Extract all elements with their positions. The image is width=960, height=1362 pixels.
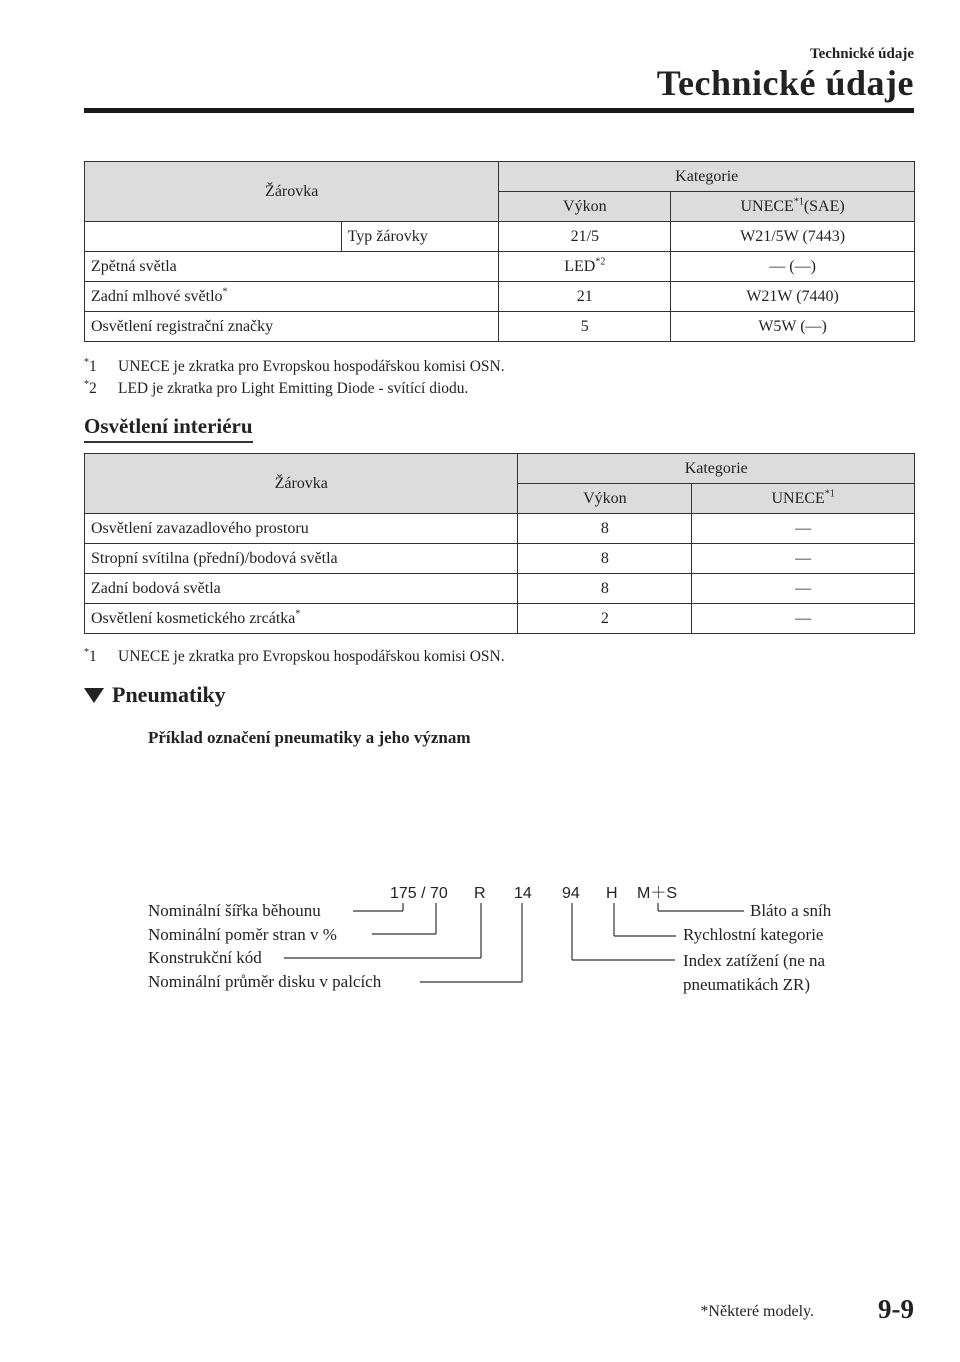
col-power-header: Výkon	[499, 192, 671, 222]
col-category-header: Kategorie	[499, 162, 915, 192]
table-row: Osvětlení kosmetického zrcátka* 2 —	[85, 604, 915, 634]
label-load-line1: Index zatížení (ne na	[683, 951, 826, 970]
col-unece-header: UNECE$^{*1}$(SAE)	[671, 192, 915, 222]
footer-note: *Některé modely.	[700, 1303, 814, 1320]
table-row: Stropní svítilna (přední)/bodová světla 8 —	[85, 544, 915, 574]
table-row: Typ žárovky 21/5 W21/5W (7443)	[85, 222, 915, 252]
table-row: Osvětlení registrační značky 5 W5W (—)	[85, 312, 915, 342]
col-bulb-header: Žárovka	[85, 162, 499, 222]
col-bulb-header: Žárovka	[85, 454, 518, 514]
label-construction: Konstrukční kód	[148, 948, 262, 967]
interior-bulb-table	[84, 453, 915, 634]
table-row: Zpětná světla LED$^{*2}$ — (—)	[85, 252, 915, 282]
col-unece-header: UNECE$^{*1}$	[692, 484, 915, 514]
tires-subtitle: Příklad označení pneumatiky a jeho význam	[148, 728, 471, 747]
page-number: 9-9	[878, 1294, 914, 1324]
table-row: Zadní bodová světla 8 —	[85, 574, 915, 604]
table-row: Zadní mlhové světlo* 21 W21W (7440)	[85, 282, 915, 312]
tire-code-load: 94	[562, 885, 580, 902]
label-diameter: Nominální průměr disku v palcích	[148, 972, 382, 991]
tire-code-speed: H	[606, 885, 618, 902]
label-speed: Rychlostní kategorie	[683, 925, 824, 944]
triangle-bullet-icon	[84, 688, 104, 703]
label-ratio: Nominální poměr stran v %	[148, 925, 337, 944]
col-category-header: Kategorie	[518, 454, 915, 484]
tire-code-mud: M＋S	[637, 885, 678, 902]
header-section-small: Technické údaje	[809, 46, 914, 62]
interior-section-title: Osvětlení interiéru	[84, 414, 253, 443]
label-load-line2: pneumatikách ZR)	[683, 975, 810, 994]
exterior-bulb-table	[84, 161, 915, 342]
table-row: Osvětlení zavazadlového prostoru 8 —	[85, 514, 915, 544]
bulb-type-label: Typ žárovky	[341, 222, 499, 252]
tire-code-width-ratio: 175 / 70	[390, 885, 448, 902]
tire-code-construction: R	[474, 885, 486, 902]
footnote-2: *2 LED je zkratka pro Light Emitting Diode - svítící diodu.	[84, 378, 469, 397]
label-width: Nominální šířka běhounu	[148, 901, 321, 920]
tires-section-title: Pneumatiky	[84, 682, 226, 708]
tire-code-diameter: 14	[514, 885, 532, 902]
header-rule	[84, 108, 914, 113]
footnote-1: *1 UNECE je zkratka pro Evropskou hospodářskou komisi OSN.	[84, 356, 505, 375]
col-power-header: Výkon	[518, 484, 692, 514]
interior-footnote: *1 UNECE je zkratka pro Evropskou hospodářskou komisi OSN.	[84, 646, 505, 665]
label-mud: Bláto a sníh	[750, 901, 832, 920]
header-section-title: Technické údaje	[656, 63, 914, 103]
